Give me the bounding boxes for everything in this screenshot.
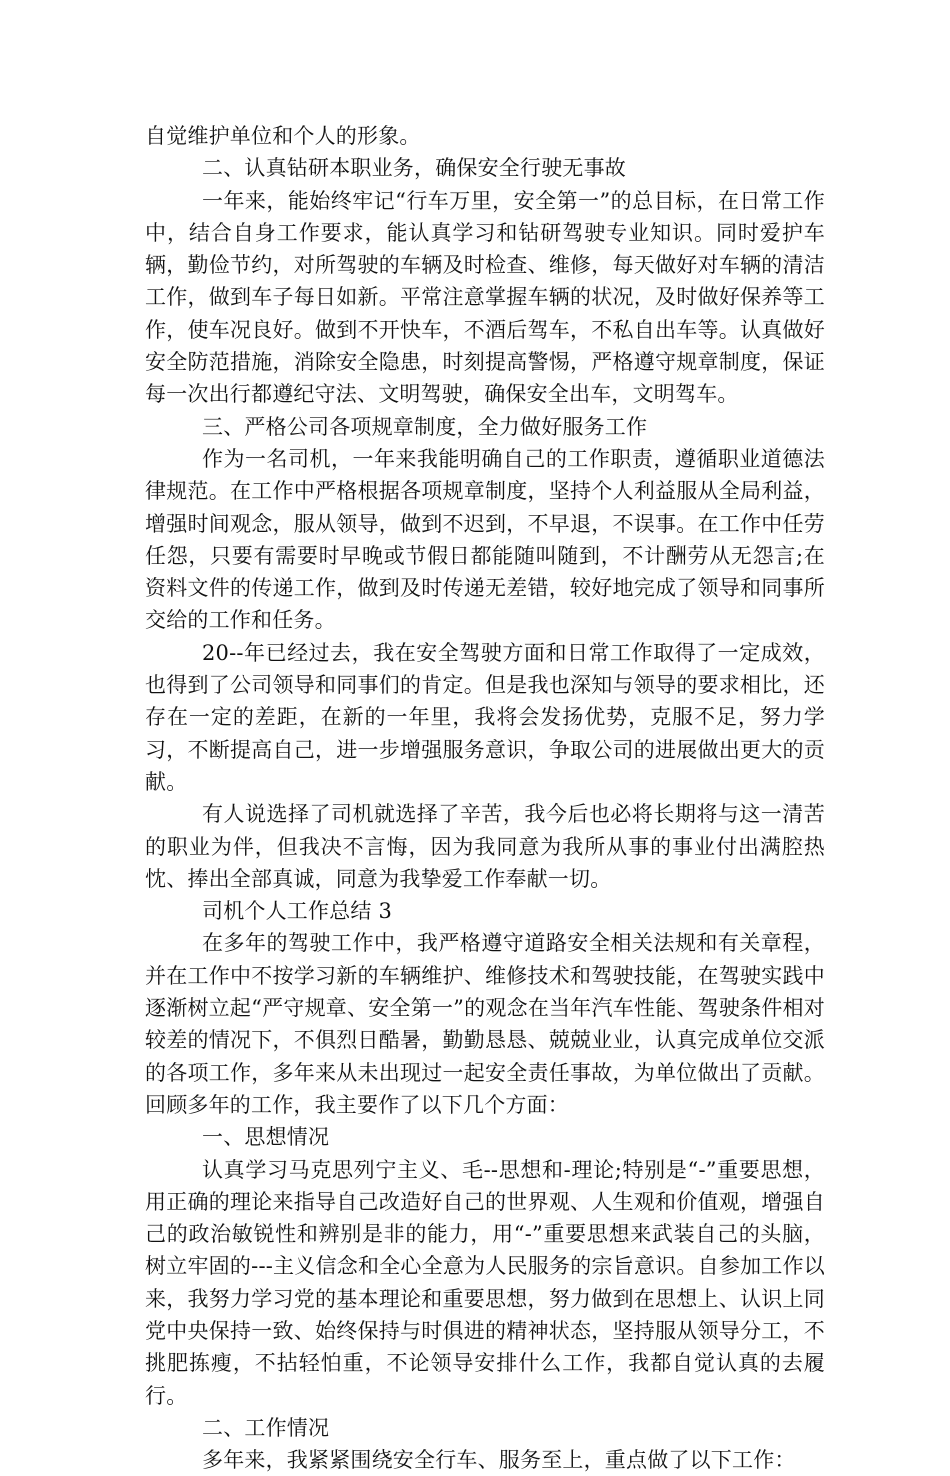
paragraph-driving-experience: 在多年的驾驶工作中，我严格遵守道路安全相关法规和有关章程，并在工作中不按学习新的车辆维护、维修技术和驾驶技能，在驾驶实践中逐渐树立起“严守规章、安全第一”的观念在当年汽车性能、驾驶条件相对较差的情况下，不俱烈日酷暑，勤勤恳恳、兢兢业业，认真完成单位交派的各项工作，多年来从未出现过一起安全责任事故，为单位做出了贡献。回顾多年的工作，我主要作了以下几个方面：	[145, 931, 825, 1117]
paragraph-thought: 认真学习马克思列宁主义、毛--思想和-理论;特别是“-”重要思想，用正确的理论来指导自己改造好自己的世界观、人生观和价值观，增强自己的政治敏锐性和辨别是非的能力，用“-”重要思想来武装自己的头脑，树立牢固的---主义信念和全心全意为人民服务的宗旨意识。自参加工作以来，我努力学习党的基本理论和重要思想，努力做到在思想上、认识上同党中央保持一致、始终保持与时俱进的精神状态，坚持服从领导分工，不挑肥拣瘦，不拈轻怕重，不论领导安排什么工作，我都自觉认真的去履行。	[145, 1157, 825, 1408]
section-heading-thought: 一、思想情况	[202, 1125, 330, 1150]
document-subtitle: 司机个人工作总结 3	[202, 899, 393, 924]
paragraph-commitment: 有人说选择了司机就选择了辛苦，我今后也必将长期将与这一清苦的职业为伴，但我决不言悔，因为我同意为我所从事的事业付出满腔热忱、捧出全部真诚，同意为我挚爱工作奉献一切。	[145, 802, 825, 891]
section-heading-company-rules: 三、严格公司各项规章制度，全力做好服务工作	[202, 414, 648, 439]
section-heading-work: 二、工作情况	[202, 1415, 330, 1440]
section-heading-study-business: 二、认真钻研本职业务，确保安全行驶无事故	[202, 156, 626, 181]
paragraph-duties: 作为一名司机，一年来我能明确自己的工作职责，遵循职业道德法律规范。在工作中严格根据各项规章制度，坚持个人利益服从全局利益，增强时间观念，服从领导，做到不迟到，不早退，不误事。在工作中任劳任怨，只要有需要时早晚或节假日都能随叫随到，不计酬劳从无怨言;在资料文件的传递工作，做到及时传递无差错，较好地完成了领导和同事所交给的工作和任务。	[145, 446, 825, 633]
paragraph-year-summary: 20--年已经过去，我在安全驾驶方面和日常工作取得了一定成效，也得到了公司领导和同事们的肯定。但是我也深知与领导的要求相比，还存在一定的差距，在新的一年里，我将会发扬优势，克服不足，努力学习，不断提高自己，进一步增强服务意识，争取公司的进展做出更大的贡献。	[145, 640, 825, 794]
document-body	[145, 120, 825, 1476]
paragraph-continuation: 自觉维护单位和个人的形象。	[145, 124, 421, 148]
paragraph-safe-driving: 一年来，能始终牢记“行车万里，安全第一”的总目标，在日常工作中，结合自身工作要求，能认真学习和钻研驾驶专业知识。同时爱护车辆，勤俭节约，对所驾驶的车辆及时检查、维修，每天做好对车辆的清洁工作，做到车子每日如新。平常注意掌握车辆的状况，及时做好保养等工作，使车况良好。做到不开快车，不酒后驾车，不私自出车等。认真做好安全防范措施，消除安全隐患，时刻提高警惕，严格遵守规章制度，保证每一次出行都遵纪守法、文明驾驶，确保安全出车，文明驾车。	[145, 188, 825, 407]
paragraph-work-intro: 多年来，我紧紧围绕安全行车、服务至上，重点做了以下工作：	[202, 1448, 796, 1473]
